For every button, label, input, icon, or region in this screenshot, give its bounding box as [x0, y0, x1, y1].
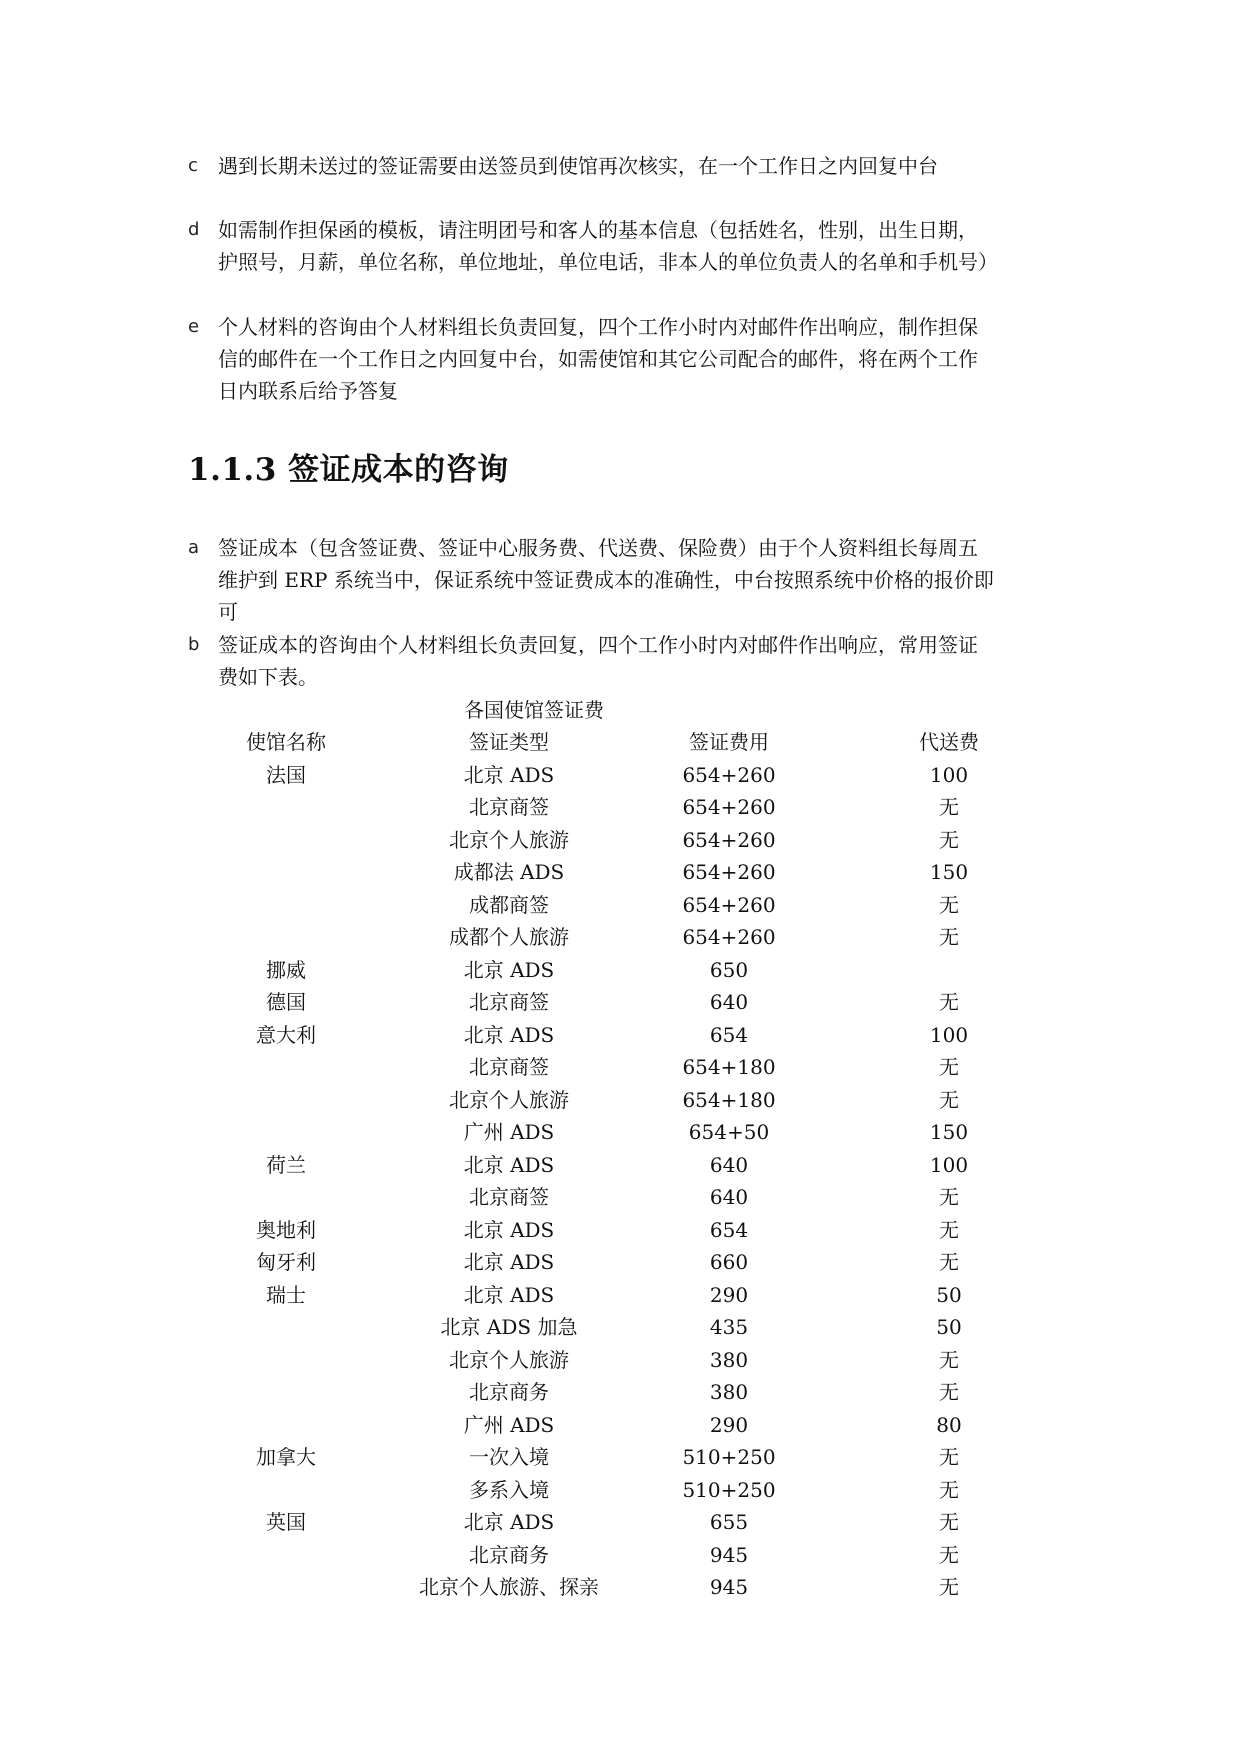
list-item-text: 如需制作担保函的模板，请注明团号和客人的基本信息（包括姓名，性别，出生日期， 护照号，月薪，单位名称，单位地址，单位电话，非本人的单位负责人的名单和手机号） [218, 218, 998, 274]
table-row [213, 921, 1099, 954]
table-row [213, 1441, 1099, 1474]
cell-visa-fee: 654+260 [682, 762, 776, 787]
cell-visa-fee: 654+180 [682, 1055, 776, 1079]
table-row [213, 1051, 1099, 1084]
cell-delivery-fee: 50 [936, 1282, 962, 1307]
cell-delivery-fee: 50 [936, 1315, 962, 1339]
cell-visa-fee: 654+50 [688, 1120, 770, 1144]
cell-visa-type: 北京 ADS [463, 957, 555, 982]
cell-delivery-fee: 无 [939, 1445, 959, 1469]
list-item-text: 签证成本（包含签证费、签证中心服务费、代送费、保险费）由于个人资料组长每周五 维护到 ERP 系统当中，保证系统中签证费成本的准确性，中台按照系统中价格的报价即 可 [218, 536, 994, 624]
visa-fee-table [213, 726, 1099, 1604]
table-row [213, 1376, 1099, 1409]
cell-visa-type: 北京 ADS [463, 1282, 555, 1307]
cell-visa-fee: 380 [709, 1347, 749, 1372]
table-row [213, 1571, 1099, 1604]
table-row [213, 1214, 1099, 1247]
cell-delivery-fee: 无 [939, 892, 959, 917]
cell-embassy [213, 824, 359, 857]
cell-embassy: 挪威 [266, 957, 306, 982]
table-row [213, 1181, 1099, 1214]
cell-embassy [213, 791, 359, 824]
cell-embassy: 奥地利 [256, 1217, 316, 1242]
cell-delivery-fee: 无 [939, 1250, 959, 1274]
list-item-text: 签证成本的咨询由个人材料组长负责回复，四个工作小时内对邮件作出响应，常用签证 费如下表。 [218, 633, 978, 689]
cell-embassy: 匈牙利 [256, 1250, 316, 1274]
cell-visa-type: 成都个人旅游 [449, 925, 569, 949]
table-row [213, 889, 1099, 922]
table-row [213, 1311, 1099, 1344]
table-row [213, 954, 1099, 987]
cell-visa-fee: 640 [709, 1185, 749, 1209]
cell-visa-type: 多系入境 [469, 1477, 549, 1502]
cell-embassy [213, 1084, 359, 1117]
cell-visa-type: 北京 ADS [463, 1022, 555, 1047]
cell-delivery-fee: 无 [939, 925, 959, 949]
cell-visa-fee: 660 [709, 1250, 749, 1274]
cell-embassy: 法国 [266, 762, 306, 787]
cell-delivery-fee: 无 [939, 1542, 959, 1567]
cell-visa-type: 北京 ADS [463, 1510, 555, 1534]
cell-delivery-fee: 无 [939, 990, 959, 1014]
cell-embassy: 瑞士 [266, 1282, 306, 1307]
cell-embassy [213, 1181, 359, 1214]
cell-delivery-fee: 100 [929, 762, 969, 787]
cell-visa-type: 北京 ADS 加急 [440, 1315, 578, 1339]
table-row [213, 791, 1099, 824]
list-marker: b [188, 634, 200, 655]
cell-delivery-fee: 无 [939, 1347, 959, 1372]
cell-visa-type: 北京 ADS [463, 762, 555, 787]
table-row [213, 856, 1099, 889]
cell-visa-type: 北京商签 [469, 990, 549, 1014]
cell-embassy: 意大利 [256, 1022, 316, 1047]
cell-delivery-fee: 无 [939, 1055, 959, 1079]
cell-delivery-fee: 无 [939, 1217, 959, 1242]
cell-visa-type: 北京商务 [469, 1380, 549, 1404]
cell-visa-type: 北京商签 [469, 795, 549, 819]
table-row [213, 1344, 1099, 1377]
cell-embassy [213, 1474, 359, 1507]
cell-visa-fee: 654+180 [682, 1087, 776, 1112]
cell-visa-fee: 654 [709, 1217, 749, 1242]
header-embassy: 使馆名称 [246, 730, 326, 754]
table-row [213, 1019, 1099, 1052]
cell-visa-fee: 945 [709, 1542, 749, 1567]
cell-visa-fee: 640 [709, 990, 749, 1014]
list-marker: a [188, 537, 200, 558]
cell-visa-type: 北京 ADS [463, 1250, 555, 1274]
cell-delivery-fee: 无 [939, 827, 959, 852]
cell-embassy: 英国 [266, 1510, 306, 1534]
table-row [213, 1246, 1099, 1279]
list-item [188, 629, 1068, 693]
cell-visa-fee: 290 [709, 1412, 749, 1437]
cell-visa-fee: 290 [709, 1282, 749, 1307]
cell-visa-type: 北京 ADS [463, 1217, 555, 1242]
table-row [213, 1506, 1099, 1539]
table-row [213, 1084, 1099, 1117]
cell-delivery-fee: 80 [936, 1412, 962, 1437]
list-marker: e [188, 316, 200, 337]
header-visa-type: 签证类型 [469, 730, 549, 754]
cell-embassy: 荷兰 [266, 1152, 306, 1177]
table-header-row [213, 726, 1099, 759]
cell-visa-type: 北京商签 [469, 1185, 549, 1209]
cell-visa-type: 北京商签 [469, 1055, 549, 1079]
cell-embassy [213, 889, 359, 922]
cell-embassy: 德国 [266, 990, 306, 1014]
cell-visa-type: 北京个人旅游 [449, 1347, 569, 1372]
cell-visa-type: 广州 ADS [463, 1412, 555, 1437]
cell-embassy [213, 921, 359, 954]
cell-embassy [213, 1409, 359, 1442]
list-item [188, 150, 1068, 182]
cell-embassy [213, 1344, 359, 1377]
table-row [213, 1409, 1099, 1442]
cell-embassy [213, 1311, 359, 1344]
list-marker: c [188, 155, 198, 176]
cell-visa-fee: 655 [709, 1510, 749, 1534]
cell-delivery-fee: 无 [939, 1380, 959, 1404]
cell-delivery-fee: 无 [939, 795, 959, 819]
cell-visa-fee: 945 [709, 1575, 749, 1599]
header-visa-fee: 签证费用 [689, 730, 769, 754]
cell-visa-type: 北京个人旅游 [449, 827, 569, 852]
table-row [213, 1116, 1099, 1149]
cell-visa-type: 成都商签 [469, 892, 549, 917]
cell-visa-fee: 510+250 [682, 1445, 776, 1469]
table-row [213, 986, 1099, 1019]
cell-embassy [213, 1571, 359, 1604]
cell-delivery-fee: 无 [939, 1510, 959, 1534]
cell-embassy [213, 1116, 359, 1149]
cell-embassy [213, 1539, 359, 1572]
table-row [213, 824, 1099, 857]
cell-delivery-fee: 150 [929, 1120, 969, 1144]
cell-visa-fee: 654 [709, 1022, 749, 1047]
cell-embassy: 加拿大 [256, 1445, 316, 1469]
cell-visa-fee: 654+260 [682, 827, 776, 852]
cell-visa-fee: 435 [709, 1315, 749, 1339]
cell-visa-type: 成都法 ADS [453, 860, 565, 884]
list-item [188, 532, 1068, 628]
cell-delivery-fee: 100 [929, 1152, 969, 1177]
table-row [213, 1539, 1099, 1572]
table-row [213, 759, 1099, 792]
cell-delivery-fee: 150 [929, 860, 969, 884]
cell-visa-fee: 510+250 [682, 1477, 776, 1502]
table-body [213, 759, 1099, 1604]
list-marker: d [188, 219, 200, 240]
section-heading: 1.1.3 签证成本的咨询 [188, 452, 509, 488]
header-delivery-fee: 代送费 [919, 730, 979, 754]
cell-visa-fee: 654+260 [682, 795, 776, 819]
cell-visa-fee: 650 [709, 957, 749, 982]
cell-visa-fee: 380 [709, 1380, 749, 1404]
cell-embassy [213, 1051, 359, 1084]
cell-visa-fee: 654+260 [682, 860, 776, 884]
table-row [213, 1149, 1099, 1182]
table-row [213, 1474, 1099, 1507]
cell-visa-fee: 640 [709, 1152, 749, 1177]
cell-visa-type: 北京个人旅游、探亲 [419, 1575, 599, 1599]
cell-visa-fee: 654+260 [682, 892, 776, 917]
table-row [213, 1279, 1099, 1312]
cell-delivery-fee: 无 [939, 1477, 959, 1502]
list-item-text: 遇到长期未送过的签证需要由送签员到使馆再次核实，在一个工作日之内回复中台 [218, 154, 938, 178]
list-item-text: 个人材料的咨询由个人材料组长负责回复，四个工作小时内对邮件作出响应，制作担保 信的邮件在一个工作日之内回复中台，如需使馆和其它公司配合的邮件，将在两个工作 日内联系后给予答复 [218, 315, 978, 403]
cell-visa-type: 北京个人旅游 [449, 1087, 569, 1112]
cell-visa-fee: 654+260 [682, 925, 776, 949]
cell-visa-type: 北京 ADS [463, 1152, 555, 1177]
cell-visa-type: 广州 ADS [463, 1120, 555, 1144]
table-title: 各国使馆签证费 [464, 698, 604, 722]
list-item [188, 214, 1068, 278]
cell-delivery-fee: 无 [939, 1185, 959, 1209]
list-item [188, 311, 1068, 407]
cell-delivery-fee: 无 [939, 1087, 959, 1112]
cell-delivery-fee: 100 [929, 1022, 969, 1047]
cell-visa-type: 一次入境 [469, 1445, 549, 1469]
cell-delivery-fee [799, 954, 1099, 987]
cell-embassy [213, 856, 359, 889]
cell-visa-type: 北京商务 [469, 1542, 549, 1567]
cell-delivery-fee: 无 [939, 1575, 959, 1599]
cell-embassy [213, 1376, 359, 1409]
